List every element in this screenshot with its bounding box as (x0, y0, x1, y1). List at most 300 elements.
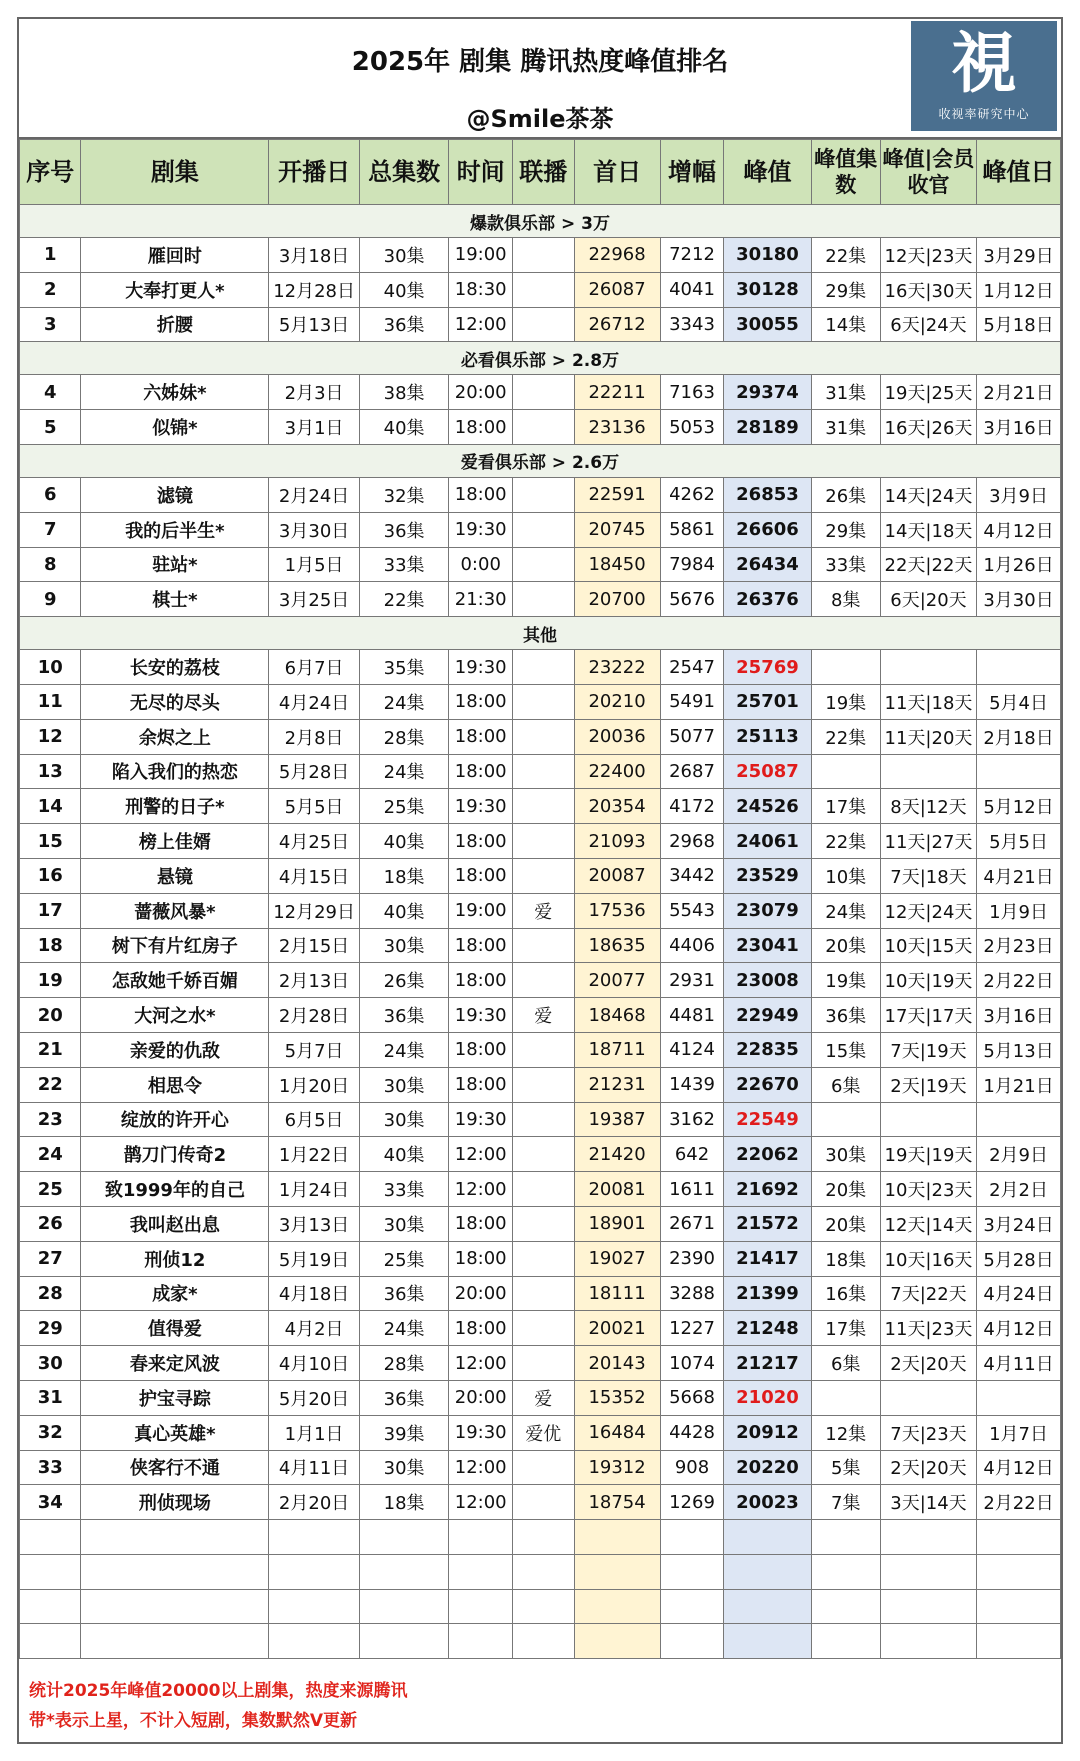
start-date-cell: 2月3日 (269, 375, 360, 410)
drama-name-cell: 护宝寻踪 (81, 1380, 269, 1415)
first-day-cell: 20087 (574, 858, 660, 893)
gain-cell: 1269 (660, 1485, 724, 1520)
table-row (20, 512, 1061, 547)
rank-cell: 3 (20, 307, 81, 342)
drama-name-cell: 悬镜 (81, 858, 269, 893)
empty-cell (880, 1624, 976, 1659)
start-date-cell: 1月1日 (269, 1415, 360, 1450)
peak-episode-cell: 20集 (811, 928, 880, 963)
peak-day-cell: 2月2日 (977, 1172, 1061, 1207)
empty-cell (359, 1520, 448, 1555)
start-date-cell: 1月20日 (269, 1067, 360, 1102)
episodes-cell: 36集 (359, 1380, 448, 1415)
peak-ratio-cell (880, 1102, 976, 1137)
gain-cell: 5077 (660, 719, 724, 754)
table-row (20, 238, 1061, 273)
time-cell: 20:00 (449, 1380, 513, 1415)
simulcast-cell: 爱 (513, 893, 574, 928)
peak-day-cell: 5月12日 (977, 789, 1061, 824)
peak-episode-cell: 16集 (811, 1276, 880, 1311)
rank-cell: 12 (20, 719, 81, 754)
empty-cell (880, 1554, 976, 1589)
episodes-cell: 22集 (359, 582, 448, 617)
empty-row (20, 1589, 1061, 1624)
peak-episode-cell (811, 650, 880, 685)
peak-cell: 21572 (724, 1206, 811, 1241)
empty-cell (977, 1589, 1061, 1624)
episodes-cell: 36集 (359, 998, 448, 1033)
simulcast-cell (513, 754, 574, 789)
peak-day-cell: 2月22日 (977, 963, 1061, 998)
table-row (20, 1172, 1061, 1207)
peak-cell: 22062 (724, 1137, 811, 1172)
drama-name-cell: 雁回时 (81, 238, 269, 273)
start-date-cell: 2月13日 (269, 963, 360, 998)
gain-cell: 4041 (660, 272, 724, 307)
start-date-cell: 4月11日 (269, 1450, 360, 1485)
rank-cell: 17 (20, 893, 81, 928)
first-day-cell: 20143 (574, 1346, 660, 1381)
episodes-cell: 40集 (359, 824, 448, 859)
table-row (20, 1067, 1061, 1102)
gain-cell: 4262 (660, 477, 724, 512)
empty-row (20, 1624, 1061, 1659)
peak-ratio-cell: 22天|22天 (880, 547, 976, 582)
drama-name-cell: 大河之水* (81, 998, 269, 1033)
peak-ratio-cell: 8天|12天 (880, 789, 976, 824)
empty-cell (269, 1554, 360, 1589)
rank-cell: 23 (20, 1102, 81, 1137)
rank-cell: 4 (20, 375, 81, 410)
peak-ratio-cell: 12天|24天 (880, 893, 976, 928)
gain-cell: 642 (660, 1137, 724, 1172)
gain-cell: 7212 (660, 238, 724, 273)
peak-episode-cell: 17集 (811, 1311, 880, 1346)
gain-cell: 2547 (660, 650, 724, 685)
simulcast-cell (513, 1450, 574, 1485)
group-label: 必看俱乐部 > 2.8万 (20, 342, 1061, 375)
time-cell: 18:00 (449, 410, 513, 445)
gain-cell: 7984 (660, 547, 724, 582)
simulcast-cell (513, 1485, 574, 1520)
peak-cell: 20912 (724, 1415, 811, 1450)
peak-ratio-cell: 19天|19天 (880, 1137, 976, 1172)
start-date-cell: 1月5日 (269, 547, 360, 582)
episodes-cell: 36集 (359, 307, 448, 342)
start-date-cell: 2月15日 (269, 928, 360, 963)
peak-episode-cell: 20集 (811, 1172, 880, 1207)
simulcast-cell (513, 272, 574, 307)
peak-ratio-cell: 7天|23天 (880, 1415, 976, 1450)
drama-name-cell: 怎敌她千娇百媚 (81, 963, 269, 998)
time-cell: 19:30 (449, 650, 513, 685)
peak-day-cell (977, 650, 1061, 685)
peak-episode-cell: 31集 (811, 410, 880, 445)
start-date-cell: 4月24日 (269, 684, 360, 719)
start-date-cell: 5月7日 (269, 1032, 360, 1067)
table-row (20, 893, 1061, 928)
start-date-cell: 3月18日 (269, 238, 360, 273)
empty-cell (660, 1554, 724, 1589)
empty-cell (359, 1554, 448, 1589)
rank-cell: 10 (20, 650, 81, 685)
episodes-cell: 32集 (359, 477, 448, 512)
first-day-cell: 19027 (574, 1241, 660, 1276)
peak-cell: 21248 (724, 1311, 811, 1346)
rank-cell: 5 (20, 410, 81, 445)
drama-name-cell: 驻站* (81, 547, 269, 582)
episodes-cell: 39集 (359, 1415, 448, 1450)
episodes-cell: 33集 (359, 547, 448, 582)
rank-cell: 21 (20, 1032, 81, 1067)
peak-cell: 22835 (724, 1032, 811, 1067)
table-row (20, 272, 1061, 307)
rank-cell: 31 (20, 1380, 81, 1415)
peak-episode-cell: 5集 (811, 1450, 880, 1485)
peak-day-cell (977, 1102, 1061, 1137)
gain-cell: 7163 (660, 375, 724, 410)
gain-cell: 4406 (660, 928, 724, 963)
time-cell: 18:30 (449, 272, 513, 307)
time-cell: 19:30 (449, 512, 513, 547)
peak-day-cell: 3月24日 (977, 1206, 1061, 1241)
peak-episode-cell: 12集 (811, 1415, 880, 1450)
start-date-cell: 4月15日 (269, 858, 360, 893)
peak-day-cell (977, 754, 1061, 789)
empty-cell (880, 1520, 976, 1555)
table-row (20, 858, 1061, 893)
simulcast-cell (513, 307, 574, 342)
group-header-row (20, 205, 1061, 238)
episodes-cell: 18集 (359, 1485, 448, 1520)
col-episodes: 总集数 (359, 140, 448, 205)
simulcast-cell (513, 858, 574, 893)
first-day-cell: 20036 (574, 719, 660, 754)
episodes-cell: 40集 (359, 410, 448, 445)
peak-day-cell: 3月29日 (977, 238, 1061, 273)
table-row (20, 1380, 1061, 1415)
table-row (20, 684, 1061, 719)
peak-ratio-cell: 6天|24天 (880, 307, 976, 342)
time-cell: 12:00 (449, 1346, 513, 1381)
start-date-cell: 3月30日 (269, 512, 360, 547)
peak-day-cell: 3月9日 (977, 477, 1061, 512)
peak-day-cell: 1月26日 (977, 547, 1061, 582)
start-date-cell: 3月25日 (269, 582, 360, 617)
peak-cell: 28189 (724, 410, 811, 445)
table-row (20, 1241, 1061, 1276)
empty-cell (977, 1624, 1061, 1659)
episodes-cell: 24集 (359, 1032, 448, 1067)
peak-cell: 21417 (724, 1241, 811, 1276)
table-row (20, 754, 1061, 789)
start-date-cell: 6月5日 (269, 1102, 360, 1137)
sheet-header (19, 19, 1061, 139)
peak-day-cell: 2月23日 (977, 928, 1061, 963)
rank-cell: 24 (20, 1137, 81, 1172)
peak-cell: 25087 (724, 754, 811, 789)
footnote-line: 带*表示上星，不计入短剧，集数默然V更新 (29, 1711, 358, 1731)
rank-cell: 6 (20, 477, 81, 512)
simulcast-cell (513, 477, 574, 512)
peak-day-cell: 3月30日 (977, 582, 1061, 617)
simulcast-cell (513, 1067, 574, 1102)
simulcast-cell (513, 1206, 574, 1241)
peak-episode-cell: 22集 (811, 824, 880, 859)
peak-cell: 26853 (724, 477, 811, 512)
peak-episode-cell: 26集 (811, 477, 880, 512)
simulcast-cell (513, 547, 574, 582)
table-row (20, 789, 1061, 824)
time-cell: 21:30 (449, 582, 513, 617)
drama-name-cell: 亲爱的仇敌 (81, 1032, 269, 1067)
peak-cell: 24061 (724, 824, 811, 859)
first-day-cell: 23136 (574, 410, 660, 445)
first-day-cell: 26712 (574, 307, 660, 342)
empty-cell (81, 1554, 269, 1589)
rank-cell: 9 (20, 582, 81, 617)
gain-cell: 5861 (660, 512, 724, 547)
start-date-cell: 6月7日 (269, 650, 360, 685)
gain-cell: 3442 (660, 858, 724, 893)
simulcast-cell (513, 582, 574, 617)
table-row (20, 824, 1061, 859)
peak-ratio-cell: 3天|14天 (880, 1485, 976, 1520)
first-day-cell: 18635 (574, 928, 660, 963)
peak-ratio-cell: 14天|24天 (880, 477, 976, 512)
gain-cell: 5543 (660, 893, 724, 928)
start-date-cell: 3月1日 (269, 410, 360, 445)
peak-day-cell: 4月12日 (977, 1311, 1061, 1346)
start-date-cell: 4月18日 (269, 1276, 360, 1311)
peak-episode-cell: 36集 (811, 998, 880, 1033)
peak-cell: 23529 (724, 858, 811, 893)
drama-name-cell: 绽放的许开心 (81, 1102, 269, 1137)
gain-cell: 1227 (660, 1311, 724, 1346)
peak-ratio-cell: 19天|25天 (880, 375, 976, 410)
peak-episode-cell: 6集 (811, 1346, 880, 1381)
time-cell: 0:00 (449, 547, 513, 582)
peak-episode-cell: 24集 (811, 893, 880, 928)
drama-name-cell: 似锦* (81, 410, 269, 445)
drama-name-cell: 陷入我们的热恋 (81, 754, 269, 789)
empty-cell (977, 1520, 1061, 1555)
drama-name-cell: 我的后半生* (81, 512, 269, 547)
peak-ratio-cell: 10天|15天 (880, 928, 976, 963)
first-day-cell: 18754 (574, 1485, 660, 1520)
first-day-cell: 20700 (574, 582, 660, 617)
episodes-cell: 28集 (359, 719, 448, 754)
peak-ratio-cell: 2天|20天 (880, 1450, 976, 1485)
rank-cell: 25 (20, 1172, 81, 1207)
time-cell: 18:00 (449, 1311, 513, 1346)
page-title: 2025年 剧集 腾讯热度峰值排名 (351, 47, 729, 77)
rank-cell: 19 (20, 963, 81, 998)
peak-episode-cell: 29集 (811, 272, 880, 307)
time-cell: 19:30 (449, 1102, 513, 1137)
empty-cell (269, 1624, 360, 1659)
table-row (20, 928, 1061, 963)
simulcast-cell (513, 719, 574, 754)
peak-episode-cell: 29集 (811, 512, 880, 547)
peak-cell: 23041 (724, 928, 811, 963)
start-date-cell: 2月8日 (269, 719, 360, 754)
table-row (20, 307, 1061, 342)
peak-ratio-cell: 10天|19天 (880, 963, 976, 998)
episodes-cell: 25集 (359, 1241, 448, 1276)
col-simulcast: 联播 (513, 140, 574, 205)
start-date-cell: 1月24日 (269, 1172, 360, 1207)
episodes-cell: 24集 (359, 684, 448, 719)
time-cell: 18:00 (449, 719, 513, 754)
episodes-cell: 25集 (359, 789, 448, 824)
gain-cell: 3162 (660, 1102, 724, 1137)
empty-cell (359, 1589, 448, 1624)
peak-episode-cell: 30集 (811, 1137, 880, 1172)
time-cell: 18:00 (449, 477, 513, 512)
gain-cell: 2390 (660, 1241, 724, 1276)
empty-cell (81, 1520, 269, 1555)
table-row (20, 1415, 1061, 1450)
peak-ratio-cell: 16天|26天 (880, 410, 976, 445)
peak-episode-cell (811, 1380, 880, 1415)
gain-cell: 2687 (660, 754, 724, 789)
empty-cell (811, 1520, 880, 1555)
table-row (20, 375, 1061, 410)
start-date-cell: 5月5日 (269, 789, 360, 824)
col-start-date: 开播日 (269, 140, 360, 205)
empty-cell (811, 1589, 880, 1624)
col-time: 时间 (449, 140, 513, 205)
group-header-row (20, 617, 1061, 650)
rank-cell: 16 (20, 858, 81, 893)
time-cell: 18:00 (449, 684, 513, 719)
episodes-cell: 36集 (359, 512, 448, 547)
peak-cell: 22949 (724, 998, 811, 1033)
peak-episode-cell: 22集 (811, 238, 880, 273)
peak-day-cell: 5月28日 (977, 1241, 1061, 1276)
empty-cell (574, 1589, 660, 1624)
episodes-cell: 30集 (359, 1206, 448, 1241)
empty-cell (359, 1624, 448, 1659)
simulcast-cell (513, 684, 574, 719)
start-date-cell: 5月13日 (269, 307, 360, 342)
time-cell: 18:00 (449, 1206, 513, 1241)
simulcast-cell (513, 1311, 574, 1346)
peak-day-cell: 2月22日 (977, 1485, 1061, 1520)
rank-cell: 27 (20, 1241, 81, 1276)
drama-name-cell: 大奉打更人* (81, 272, 269, 307)
episodes-cell: 30集 (359, 928, 448, 963)
rank-cell: 7 (20, 512, 81, 547)
rank-cell: 26 (20, 1206, 81, 1241)
peak-day-cell: 5月5日 (977, 824, 1061, 859)
peak-day-cell: 1月21日 (977, 1067, 1061, 1102)
simulcast-cell (513, 512, 574, 547)
simulcast-cell (513, 963, 574, 998)
peak-day-cell: 2月18日 (977, 719, 1061, 754)
rank-cell: 13 (20, 754, 81, 789)
gain-cell: 2671 (660, 1206, 724, 1241)
first-day-cell: 19387 (574, 1102, 660, 1137)
drama-name-cell: 值得爱 (81, 1311, 269, 1346)
peak-episode-cell: 19集 (811, 684, 880, 719)
footnote (29, 1676, 407, 1736)
peak-episode-cell: 31集 (811, 375, 880, 410)
col-peak-day: 峰值日 (977, 140, 1061, 205)
table-row (20, 963, 1061, 998)
start-date-cell: 4月25日 (269, 824, 360, 859)
peak-ratio-cell: 7天|18天 (880, 858, 976, 893)
table-row (20, 650, 1061, 685)
episodes-cell: 35集 (359, 650, 448, 685)
drama-name-cell: 春来定风波 (81, 1346, 269, 1381)
gain-cell: 2968 (660, 824, 724, 859)
table-body (20, 205, 1061, 1659)
peak-ratio-cell (880, 1380, 976, 1415)
first-day-cell: 18468 (574, 998, 660, 1033)
drama-name-cell: 成家* (81, 1276, 269, 1311)
empty-cell (20, 1624, 81, 1659)
peak-ratio-cell: 10天|16天 (880, 1241, 976, 1276)
drama-name-cell: 鹊刀门传奇2 (81, 1137, 269, 1172)
peak-ratio-cell: 11天|23天 (880, 1311, 976, 1346)
empty-cell (977, 1554, 1061, 1589)
time-cell: 18:00 (449, 1241, 513, 1276)
table-row (20, 477, 1061, 512)
drama-name-cell: 致1999年的自己 (81, 1172, 269, 1207)
gain-cell: 4124 (660, 1032, 724, 1067)
start-date-cell: 2月28日 (269, 998, 360, 1033)
rank-cell: 20 (20, 998, 81, 1033)
peak-cell: 26606 (724, 512, 811, 547)
simulcast-cell (513, 1032, 574, 1067)
drama-name-cell: 我叫赵出息 (81, 1206, 269, 1241)
col-first-day: 首日 (574, 140, 660, 205)
episodes-cell: 26集 (359, 963, 448, 998)
simulcast-cell (513, 238, 574, 273)
ranking-sheet (17, 17, 1063, 1744)
empty-cell (269, 1589, 360, 1624)
episodes-cell: 40集 (359, 893, 448, 928)
first-day-cell: 20021 (574, 1311, 660, 1346)
group-header-row (20, 342, 1061, 375)
col-peak-episode: 峰值集数 (811, 140, 880, 205)
table-row (20, 1311, 1061, 1346)
time-cell: 19:30 (449, 1415, 513, 1450)
gain-cell: 3343 (660, 307, 724, 342)
rank-cell: 2 (20, 272, 81, 307)
table-row (20, 582, 1061, 617)
footnote-line: 统计2025年峰值20000以上剧集，热度来源腾讯 (29, 1681, 408, 1701)
peak-ratio-cell: 7天|22天 (880, 1276, 976, 1311)
time-cell: 18:00 (449, 928, 513, 963)
empty-row (20, 1520, 1061, 1555)
simulcast-cell (513, 1137, 574, 1172)
gain-cell: 3288 (660, 1276, 724, 1311)
peak-day-cell: 5月18日 (977, 307, 1061, 342)
drama-name-cell: 刑警的日子* (81, 789, 269, 824)
peak-cell: 21020 (724, 1380, 811, 1415)
first-day-cell: 21231 (574, 1067, 660, 1102)
peak-cell: 30180 (724, 238, 811, 273)
peak-ratio-cell: 10天|23天 (880, 1172, 976, 1207)
empty-cell (574, 1624, 660, 1659)
peak-day-cell: 4月21日 (977, 858, 1061, 893)
peak-day-cell: 1月12日 (977, 272, 1061, 307)
rank-cell: 1 (20, 238, 81, 273)
col-peak: 峰值 (724, 140, 811, 205)
